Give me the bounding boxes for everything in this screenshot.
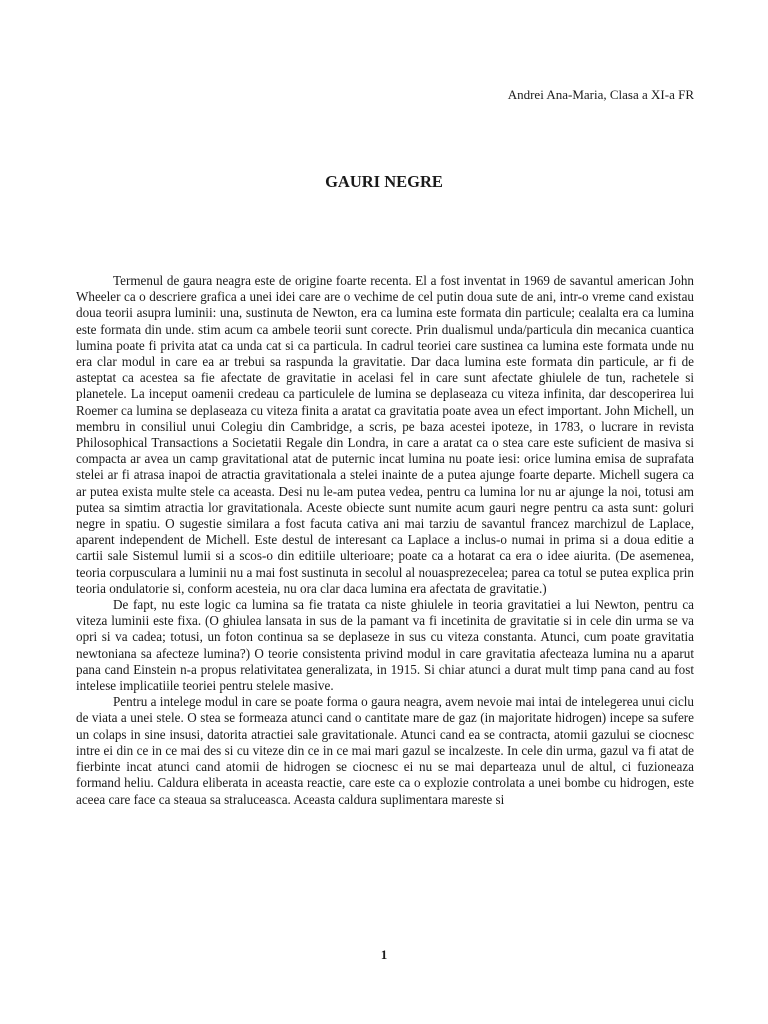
document-body — [76, 273, 694, 808]
paragraph-2: De fapt, nu este logic ca lumina sa fie tratata ca niste ghiulele in teoria gravitatiei a lui Newton, pentru ca viteza luminii este fixa. (O ghiulea lansata in sus de la pamant va fi incetinita de gravitatie si in cele din urma se va opri si va cadea; totusi, un foton continua sa se deplaseze in sus cu viteza constanta. Atunci, cum poate gravitatia newtoniana sa afecteze lumina?) O teorie consistenta privind modul in care gravitatia afecteaza lumina nu a aparut pana cand Einstein n-a propus relativitatea generalizata, in 1915. Si chiar atunci a durat mult timp pana cand au fost intelese implicatiile teoriei pentru stelele masive. — [76, 597, 694, 694]
paragraph-1: Termenul de gaura neagra este de origine foarte recenta. El a fost inventat in 1969 de savantul american John Wheeler ca o descriere grafica a unei idei care are o vechime de cel putin doua sute de ani, intr-o vreme cand existau doua teorii asupra luminii: una, sustinuta de Newton, era ca lumina este formata din particule; cealalta era ca lumina este formata din unde. stim acum ca ambele teorii sunt corecte. Prin dualismul unda/particula din mecanica cuantica lumina poate fi privita atat ca unda cat si ca particula. In cadrul teoriei care sustinea ca lumina este formata unde nu era clar modul in care ea ar trebui sa raspunda la gravitatie. Dar daca lumina este formata din particule, ar fi de asteptat ca acestea sa fie afectate de gravitatie in acelasi fel in care sunt afectate ghiulele de tun, rachetele si planetele. La inceput oamenii credeau ca particulele de lumina se deplaseaza cu viteza infinita, dar descoperirea lui Roemer ca lumina se deplaseaza cu viteza finita a aratat ca gravitatia poate avea un efect important. John Michell, un membru in consiliul unui Colegiu din Cambridge, a scris, pe baza acestei ipoteze, in 1783, o lucrare in revista Philosophical Transactions a Societatii Regale din Londra, in care a aratat ca o stea care este suficient de masiva si compacta ar avea un camp gravitational atat de puternic incat lumina nu poate iesi: orice lumina emisa de suprafata stelei ar fi atrasa inapoi de atractia gravitationala a stelei inainte de a putea ajunge foarte departe. Michell sugera ca ar putea exista multe stele ca aceasta. Desi nu le-am putea vedea, pentru ca lumina lor nu ar ajunge la noi, totusi am putea sa simtim atractia lor gravitationala. Aceste obiecte sunt numite acum gauri negre pentru ca asta sunt: goluri negre in spatiu. O sugestie similara a fost facuta cativa ani mai tarziu de savantul francez marchizul de Laplace, aparent independent de Michell. Este destul de interesant ca Laplace a inclus-o numai in prima si a doua editie a cartii sale Sistemul lumii si a scos-o din editiile ulterioare; poate ca a hotarat ca era o idee aiurita. (De asemenea, teoria corpusculara a luminii nu a mai fost sustinuta in secolul al nouasprezecelea; parea ca totul se putea explica prin teoria ondulatorie si, conform acesteia, nu ora clar daca lumina era afectata de gravitatie.) — [76, 273, 694, 596]
page-number: 1 — [380, 947, 388, 962]
document-title: GAURI NEGRE — [325, 172, 443, 191]
paragraph-3: Pentru a intelege modul in care se poate forma o gaura neagra, avem nevoie mai intai de intelegerea unui ciclu de viata a unei stele. O stea se formeaza atunci cand o cantitate mare de gaz (in majoritate hidrogen) incepe sa sufere un colaps in sine insusi, datorita atractiei sale gravitationale. Atunci cand ea se contracta, atomii gazului se ciocnesc intre ei din ce in ce mai des si cu viteze din ce in ce mai mari gazul se incalzeste. In cele din urma, gazul va fi atat de fierbinte incat atunci cand atomii de hidrogen se ciocnesc ei nu se mai departeaza unul de altul, ci fuzioneaza formand heliu. Caldura eliberata in aceasta reactie, care este ca o explozie controlata a unei bombe cu hidrogen, este aceea care face ca steaua sa straluceasca. Aceasta caldura suplimentara mareste si — [76, 694, 694, 807]
author-line: Andrei Ana-Maria, Clasa a XI-a FR — [507, 87, 694, 102]
